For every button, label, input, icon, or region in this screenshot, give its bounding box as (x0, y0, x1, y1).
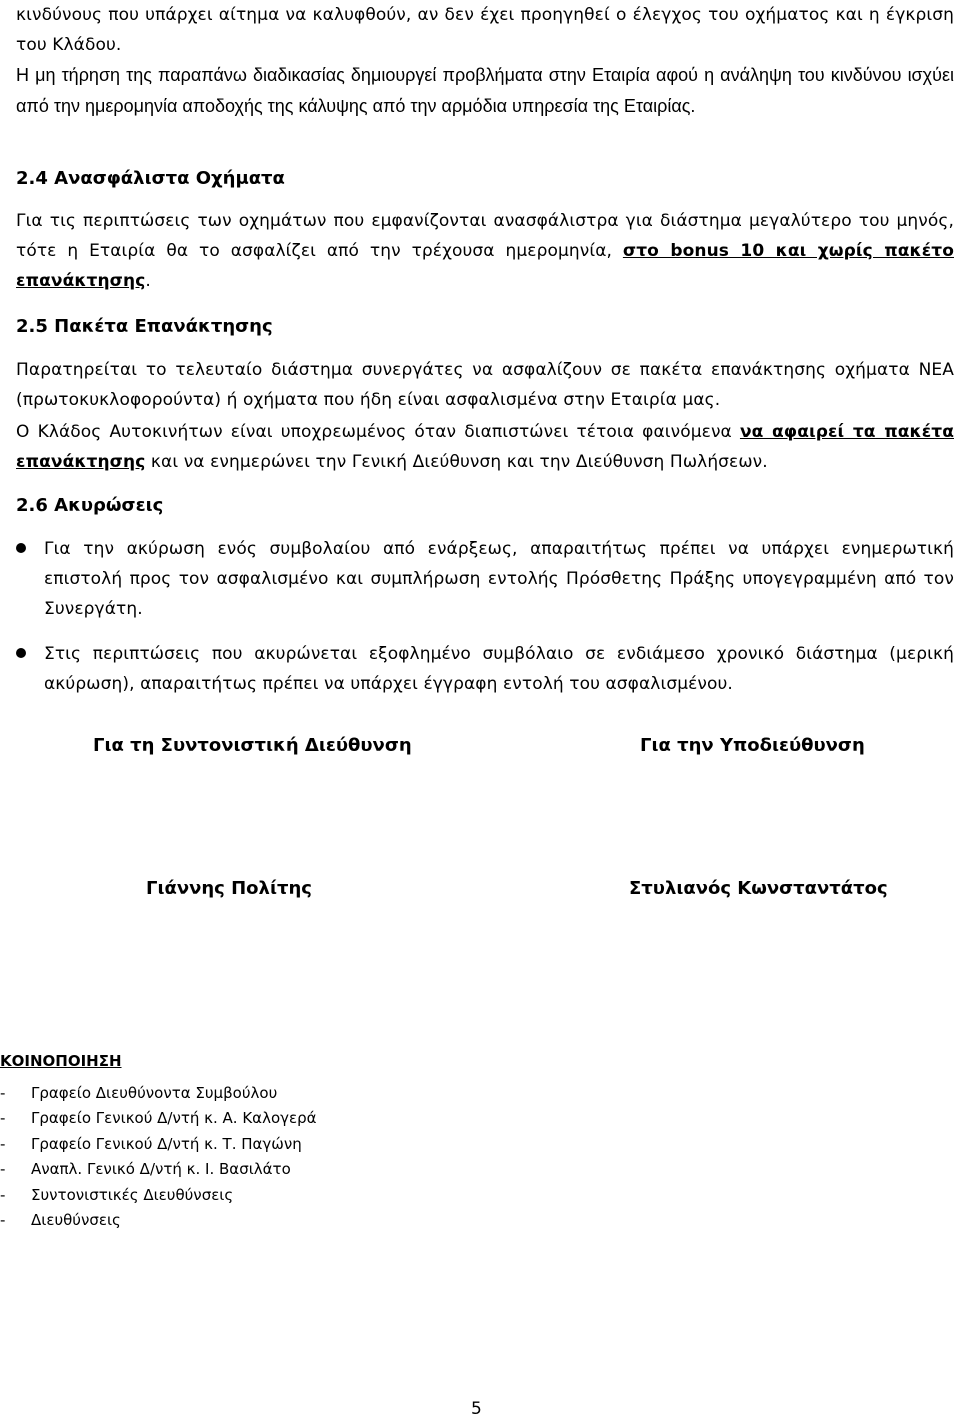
bullet-icon (16, 648, 26, 658)
cc-item-text: Γραφείο Γενικού Δ/ντή κ. Τ. Παγώνη (31, 1134, 302, 1153)
cc-item-text: Γραφείο Διευθύνοντα Συμβούλου (31, 1084, 278, 1102)
section-2-4-heading: 2.4 Ανασφάλιστα Οχήματα (16, 168, 285, 189)
section-2-4-end: . (145, 271, 151, 291)
bullet-text-1: Για την ακύρωση ενός συμβολαίου από ενάρξεως, απαραιτήτως πρέπει να υπάρχει ενημερωτική επιστολή προς τον ασφαλισμένο και συμπλήρωση εντολής Πρόσθετης Πράξης υπογεγραμμένη από τον Συνεργάτη. (44, 539, 954, 619)
signature-right-name: Στυλιανός Κωνσταντάτος (629, 878, 888, 899)
cc-item (0, 1132, 317, 1157)
section-2-5-paragraph-a (16, 355, 954, 415)
signature-right-title: Για την Υποδιεύθυνση (640, 735, 865, 756)
intro-text: κινδύνους που υπάρχει αίτημα να καλυφθούν, αν δεν έχει προηγηθεί ο έλεγχος του οχήματος και η έγκριση του Κλάδου. (16, 5, 954, 55)
section-2-4-emphasis: στο bonus 10 και χωρίς πακέτο επανάκτησης (16, 241, 954, 291)
cc-item (0, 1106, 317, 1131)
cc-dash: - (0, 1185, 6, 1204)
section-2-5-text-a: Παρατηρείται το τελευταίο διάστημα συνεργάτες να ασφαλίζουν σε πακέτα επανάκτησης οχήματα ΝΕΑ (πρωτοκυκλοφορούντα) ή οχήματα που ήδη είναι ασφαλισμένα στην Εταιρία μας. (16, 360, 954, 410)
intro-text-2: Η μη τήρηση της παραπάνω διαδικασίας δημιουργεί προβλήματα στην Εταιρία αφού η ανάληψη του κινδύνου ισχύει από την ημερομηνία αποδοχής της κάλυψης από την αρμόδια υπηρεσία της Εταιρίας. (16, 65, 954, 116)
cc-title: ΚΟΙΝΟΠΟΙΗΣΗ (0, 1052, 122, 1070)
section-2-5-text-b: Ο Κλάδος Αυτοκινήτων είναι υποχρεωμένος όταν διαπιστώνει τέτοια φαινόμενα (16, 422, 732, 442)
bullet-icon (16, 543, 26, 553)
cc-dash: - (0, 1134, 6, 1153)
bullet-text-2: Στις περιπτώσεις που ακυρώνεται εξοφλημένο συμβόλαιο σε ενδιάμεσο χρονικό διάστημα (μερική ακύρωση), απαραιτήτως πρέπει να υπάρχει έγγραφη εντολή του ασφαλισμένου. (44, 644, 954, 694)
cc-list (0, 1081, 317, 1233)
bullet-item-1 (16, 534, 954, 624)
cc-dash: - (0, 1160, 6, 1179)
cc-item (0, 1183, 317, 1208)
cc-item (0, 1208, 317, 1233)
signature-left-name: Γιάννης Πολίτης (146, 878, 312, 899)
section-2-5-heading: 2.5 Πακέτα Επανάκτησης (16, 316, 273, 337)
section-2-5-paragraph-b (16, 417, 954, 477)
intro-paragraph-2 (16, 60, 954, 122)
cc-item-text: Αναπλ. Γενικό Δ/ντή κ. Ι. Βασιλάτο (31, 1160, 291, 1179)
page-number: 5 (471, 1399, 482, 1419)
section-2-4-text: Για τις περιπτώσεις των οχημάτων που εμφανίζονται ανασφάλιστρα για διάστημα μεγαλύτερο του μηνός, τότε η Εταιρία θα το ασφαλίζει από την τρέχουσα ημερομηνία, (16, 211, 954, 261)
section-2-4-paragraph (16, 206, 954, 296)
cc-item-text: Γραφείο Γενικού Δ/ντή κ. Α. Καλογερά (31, 1109, 317, 1128)
section-2-5-text-c: και να ενημερώνει την Γενική Διεύθυνση και την Διεύθυνση Πωλήσεων. (150, 452, 768, 472)
cc-dash: - (0, 1211, 6, 1230)
cc-item-text: Διευθύνσεις (31, 1211, 121, 1230)
bullet-item-2 (16, 639, 954, 699)
section-2-5-emphasis: να αφαιρεί τα πακέτα επανάκτησης (16, 422, 954, 472)
cc-dash: - (0, 1084, 6, 1102)
signature-left-title: Για τη Συντονιστική Διεύθυνση (93, 735, 412, 756)
cc-item (0, 1157, 317, 1182)
cc-item-text: Συντονιστικές Διευθύνσεις (31, 1185, 234, 1204)
section-2-6-heading: 2.6 Ακυρώσεις (16, 495, 164, 516)
intro-paragraph-continued (16, 0, 954, 60)
cc-dash: - (0, 1109, 6, 1128)
cc-item (0, 1081, 317, 1106)
